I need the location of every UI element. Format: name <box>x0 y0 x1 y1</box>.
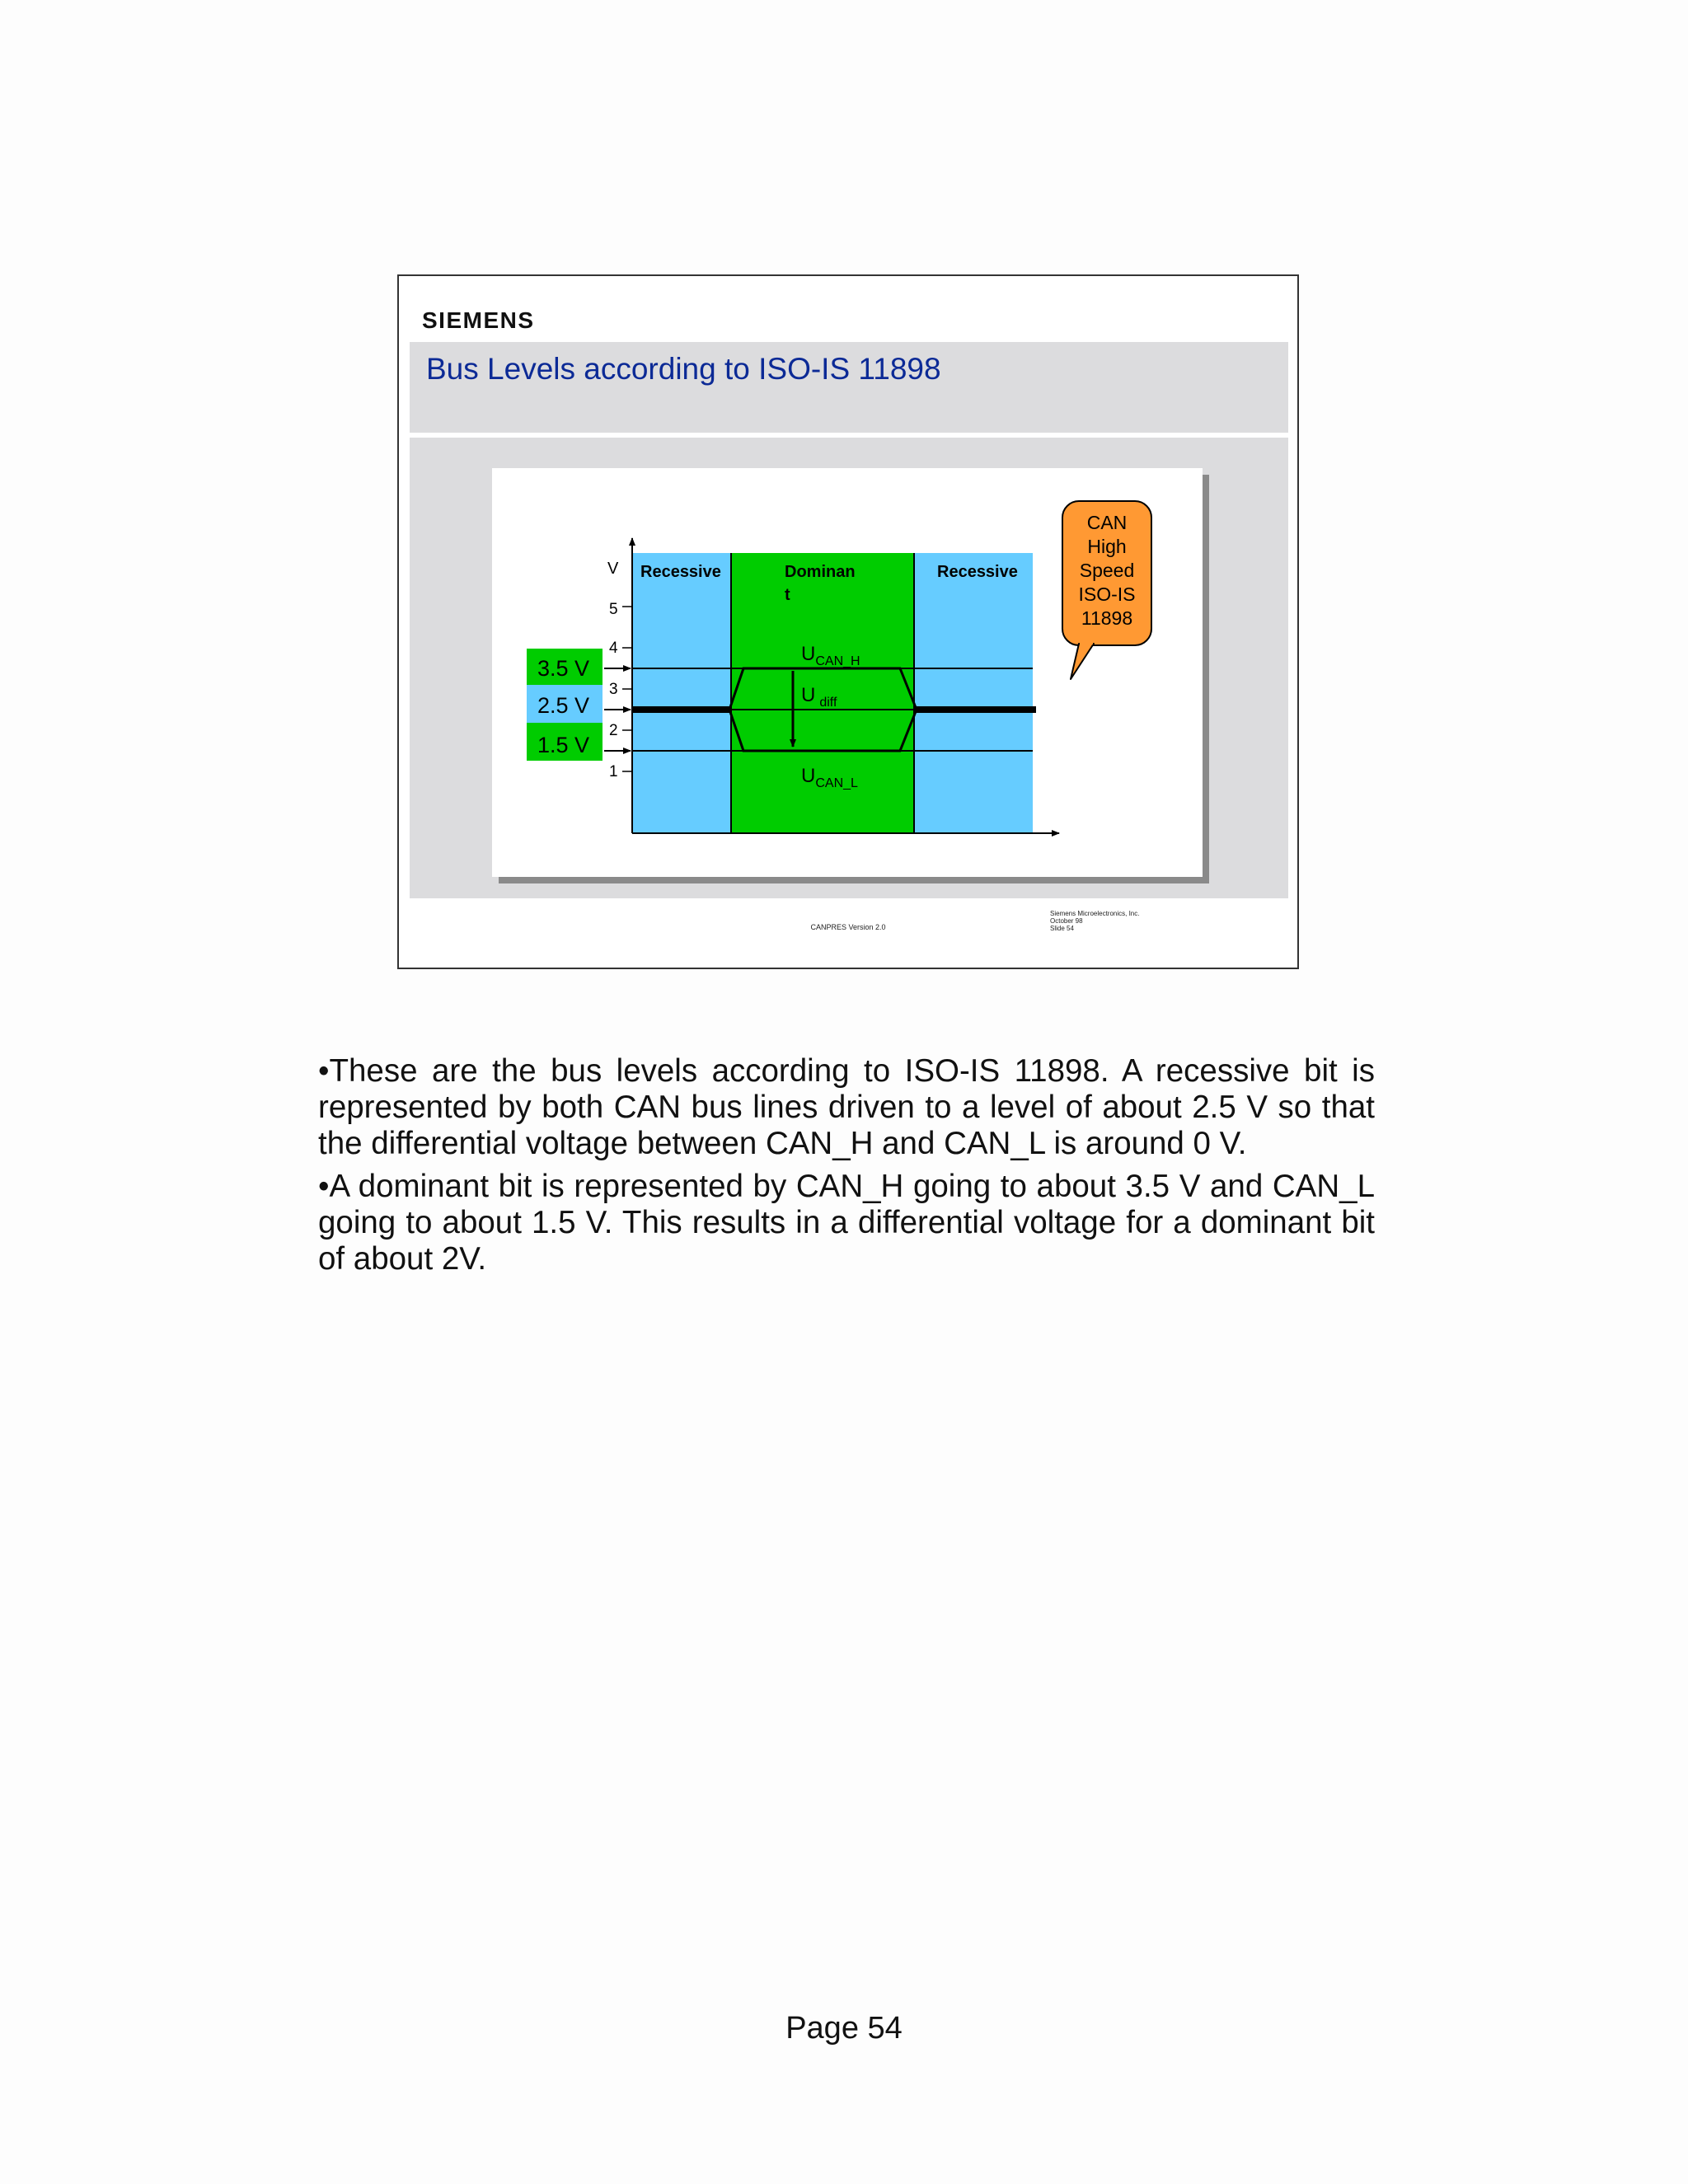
tick-label-1: 1 <box>609 763 618 780</box>
callout-tail <box>1071 644 1094 679</box>
siemens-logo: SIEMENS <box>422 307 535 333</box>
callout-line-1: CAN <box>1086 512 1128 533</box>
region-recessive-right <box>914 553 1033 833</box>
slide-title: Bus Levels according to ISO-IS 11898 <box>426 352 941 386</box>
label-ucan-l: $U_{CAN\_L}$ <box>801 765 858 790</box>
callout-line-5: 11898 <box>1081 607 1133 629</box>
tick-label-3: 3 <box>609 681 618 698</box>
callout-line-3: Speed <box>1079 560 1135 581</box>
callout-line-2: High <box>1087 536 1127 557</box>
page-number: Page 54 <box>785 2011 903 2046</box>
label-ucan-h: $U_{CAN\_H}$ <box>801 643 860 668</box>
slide-footer-info <box>1050 910 1139 932</box>
region-label-dominant: Dominan <box>785 563 856 581</box>
tick-label-2: 2 <box>609 722 618 739</box>
level-label-3-5: 3.5 V <box>537 656 590 681</box>
notes-paragraph-2: •A dominant bit is represented by CAN_H going to about 3.5 V and CAN_L going to about 1.5 V. This results in a differential voltage for a dominant bit of about 2V. <box>318 1169 1375 1277</box>
label-udiff: U $_{diff}$ <box>801 684 837 710</box>
bus-level-svg <box>492 468 1203 877</box>
slide-footer-version: CANPRES Version 2.0 <box>810 923 886 931</box>
content-band <box>410 438 1288 898</box>
tick-label-5: 5 <box>609 601 618 618</box>
region-dominant <box>731 553 914 833</box>
title-band <box>410 342 1288 433</box>
bus-level-diagram <box>492 468 1203 877</box>
notes-paragraph-1: •These are the bus levels according to ISO-IS 11898. A recessive bit is represented by both CAN bus lines driven to a level of about 2.5 V so that the differential voltage between CAN_H and CAN_L is around 0 V. <box>318 1053 1375 1161</box>
level-label-1-5: 1.5 V <box>537 733 590 757</box>
tick-label-4: 4 <box>609 640 618 657</box>
footer-slide-number: Slide 54 <box>1050 925 1074 932</box>
region-label-dominant-wrap: t <box>785 586 790 604</box>
slide-frame <box>397 274 1299 969</box>
level-label-2-5: 2.5 V <box>537 693 590 718</box>
callout-line-4: ISO-IS <box>1078 583 1136 605</box>
region-recessive-left <box>632 553 731 833</box>
region-label-recessive-right: Recessive <box>937 563 1018 581</box>
footer-company: Siemens Microelectronics, Inc. <box>1050 910 1140 917</box>
footer-date: October 98 <box>1050 917 1083 925</box>
region-label-recessive-left: Recessive <box>640 563 721 581</box>
speaker-notes <box>318 1053 1375 1284</box>
y-axis-label: V <box>607 560 619 578</box>
